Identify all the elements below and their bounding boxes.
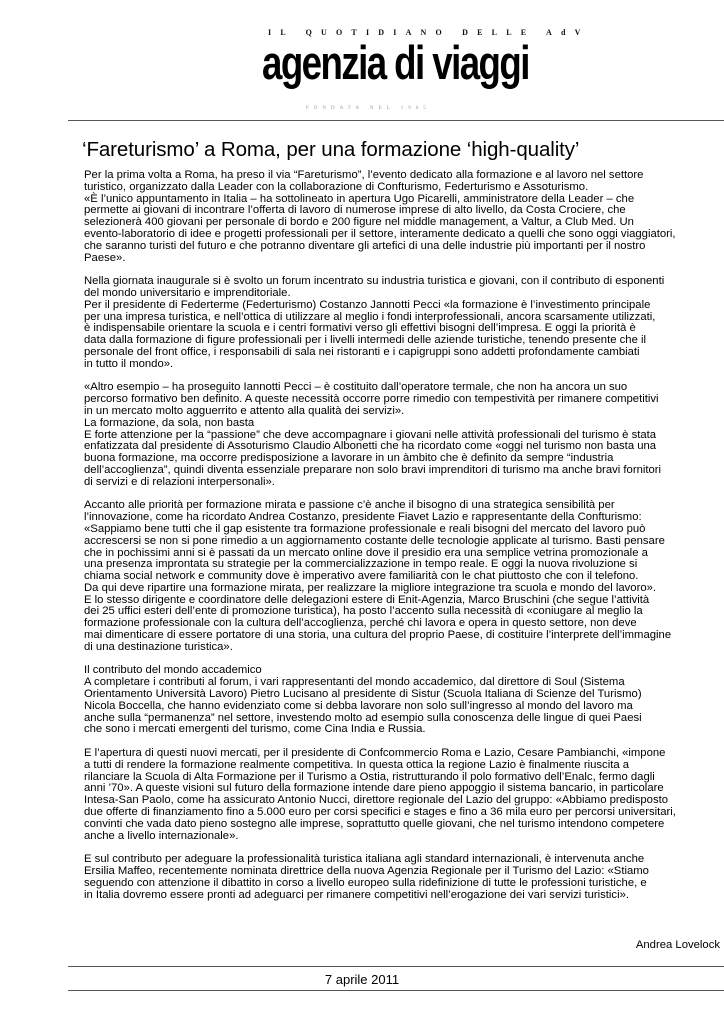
article-line: a tutti di rendere la formazione realmente competitiva. In questa ottica la regione Lazio è finalmente riuscita a (84, 758, 630, 771)
article-line: Accanto alle priorità per formazione mirata e passione c’è anche il bisogno di una strategica sensibilità per (84, 499, 615, 512)
article-line: anche sulla “permanenza” nel settore, investendo molto ad esempio sulla conoscenza delle lingue di quei Paesi (84, 711, 642, 724)
article-line: due offerte di finanziamento fino a 5.000 euro per corsi specifici e stages e fino a 36 mila euro per percorsi universitari, (84, 806, 676, 819)
article-line: l’innovazione, come ha ricordato Andrea Costanzo, presidente Fiavet Lazio e rappresentante della Confturismo: (84, 511, 642, 524)
article-line: Orientamento Università Lavoro) Pietro Lucisano al presidente di Sistur (Scuola Italiana di Scienze del Turismo) (84, 688, 642, 701)
article-line: Ersilia Maffeo, recentemente nominata direttrice della nuova Agenzia Regionale per il Turismo del Lazio: «Stiamo (84, 865, 649, 878)
article-line: formazione professionale con la cultura dell’accoglienza, perché chi lavora e opera in questo settore, non deve (84, 617, 637, 630)
masthead-founded: FONDATA NEL 1965 (306, 106, 431, 111)
article-line: dell’accoglienza”, quindi diventa essenziale preparare non solo bravi imprenditori di turismo ma anche bravi fornitori (84, 463, 662, 476)
article-line: Nicola Boccella, che hanno evidenziato come si debba lavorare non solo sull’ingresso al mondo del lavoro ma (84, 699, 633, 712)
article-line: anche a livello internazionale». (84, 829, 239, 842)
article-line: E forte attenzione per la “passione” che deve accompagnare i giovani nelle attività professionali del turismo è stata (84, 428, 657, 441)
article-line: turistico, organizzato dalla Leader con la collaborazione di Confturismo, Federturismo e Assoturismo. (84, 180, 589, 193)
article-line: La formazione, da sola, non basta (84, 416, 255, 429)
article-line: E sul contributo per adeguare la professionalità turistica italiana agli standard internazionali, è intervenuta anche (84, 853, 645, 866)
publication-date: 7 aprile 2011 (324, 972, 400, 987)
article-line: Nella giornata inaugurale si è svolto un forum incentrato su industria turistica e giovani, con il contributo di esponenti (84, 275, 665, 288)
article-line: mai dimenticare di essere portatore di una storia, una cultura del proprio Paese, di costituire l’interprete dell’immagine (84, 629, 672, 642)
article-line: Paese». (84, 251, 126, 264)
article-line: in tutto il mondo». (84, 357, 174, 370)
article-line: E l’apertura di questi nuovi mercati, per il presidente di Confcommercio Roma e Lazio, Cesare Pambianchi, «impone (84, 747, 666, 760)
article-line: A completare i contributi al forum, i vari rappresentanti del mondo accademico, dal direttore di Soul (Sistema (84, 676, 625, 689)
article-line: seguendo con attenzione il dibattito in corso a livello europeo sulla ridefinizione di tutte le professioni turistiche, e (84, 876, 647, 889)
header-divider (68, 120, 724, 121)
article-line: chiama social network e community dove è imperativo avere familiarità con le chat piuttosto che con il telefono. (84, 570, 639, 583)
article-line: anni ’70». A queste visioni sul futuro della formazione intende dare pieno appoggio il sistema bancario, in particolare (84, 782, 664, 795)
article-line: E lo stesso dirigente e coordinatore delle delegazioni estere di Enit-Agenzia, Marco Bruschini (che segue l’attività (84, 593, 650, 606)
article-line: enfatizzata dal presidente di Assoturismo Claudio Albonetti che ha ricordato come «oggi nel turismo non basta una (84, 440, 657, 453)
masthead-tagline: IL QUOTIDIANO DELLE AdV (268, 28, 590, 37)
footer-divider-top (68, 966, 724, 967)
article-line: dei 25 uffici esteri dell’ente di promozione turistica), ha posto l’accento sulla necessità di «coniugare al meglio la (84, 605, 643, 618)
article-line: permette ai giovani di incontrare l’offerta di lavoro di numerose imprese di alto livello, da Costa Crociere, che (84, 204, 626, 217)
article-line: in un mercato molto agguerrito e attento alla qualità dei servizi». (84, 404, 405, 417)
article-line: selezionerà 400 giovani per personale di bordo e 200 figure nel middle management, a Valtur, a Club Med. Un (84, 216, 634, 229)
masthead (240, 22, 590, 111)
article-line: in Italia dovremo essere pronti ad adeguarci per rimanere competitivi nell’erogazione dei vari servizi turistici». (84, 888, 630, 901)
article-line: Da qui deve ripartire una formazione mirata, per realizzare la migliore integrazione tra scuola e mondo del lavoro». (84, 581, 657, 594)
article-line: che in pochissimi anni si è passati da un mercato online dove il presidio era una semplice vetrina promozionale a (84, 546, 648, 559)
article-line: «Sappiamo bene tutti che il gap esistente tra formazione professionale e reali bisogni del mercato del lavoro può (84, 522, 646, 535)
article-line: evento-laboratorio di idee e progetti professionali per il settore, interamente dedicato a quelli che sono oggi viaggiatori, (84, 227, 676, 240)
article-line: «Altro esempio – ha proseguito Iannotti Pecci – è costituito dall’operatore termale, che non ha ancora un suo (84, 381, 628, 394)
article-line: Il contributo del mondo accademico (84, 664, 262, 677)
article-line: Per il presidente di Federterme (Federturismo) Costanzo Jannotti Pecci «la formazione è l’investimento principale (84, 298, 651, 311)
article-line: data dalla formazione di figure professionali per i livelli intermedi delle aziende turistiche, tenendo presente che il (84, 334, 647, 347)
article-line: rilanciare la Scuola di Alta Formazione per il Turismo a Ostia, ristrutturando il polo formativo dell’Enalc, fermo dagli (84, 770, 655, 783)
article-line: una presenza improntata su strategie per la commercializzazione in tempo reale. E oggi la nuova rivoluzione si (84, 558, 638, 571)
article-line: buona formazione, ma occorre predisposizione a lavorare in un àmbito che è definito da sempre “industria (84, 452, 614, 465)
article-line: convinti che vada dato pieno sostegno alle imprese, soprattutto quelle giovani, che nel turismo intendono competere (84, 817, 665, 830)
article-line: di servizi e di relazioni interpersonali». (84, 475, 275, 488)
article-line: è indispensabile orientare la scuola e i centri formativi verso gli effettivi bisogni dell’impresa. E oggi la priorità è (84, 322, 636, 335)
article-line: percorso formativo ben definito. A queste necessità occorre porre rimedio con tempestività per rimanere competitivi (84, 393, 659, 406)
article-line: che sono i mercati emergenti del turismo, come Cina India e Russia. (84, 723, 426, 736)
article-line: Intesa-San Paolo, come ha assicurato Antonio Nucci, direttore regionale del Lazio del gruppo: «Abbiamo predisposto (84, 794, 669, 807)
masthead-logo: agenzia di viaggi (262, 36, 529, 89)
article-line: che saranno turisti del futuro e che potranno diventare gli artefici di una delle industrie più importanti per il nostro (84, 239, 646, 252)
article-body (84, 170, 724, 901)
article-line: del mondo universitario e imprenditoriale. (84, 286, 291, 299)
footer-divider-bottom (68, 990, 724, 991)
article-line: personale del front office, i responsabili di sala nei ristoranti e i capigruppi sono addetti profondamente cambiati (84, 345, 640, 358)
article-title: ‘Fareturismo’ a Roma, per una formazione ‘high-quality’ (82, 138, 580, 161)
article-line: «È l’unico appuntamento in Italia – ha sottolineato in apertura Ugo Picarelli, amministratore della Leader – che (84, 192, 635, 205)
article-line: accrescersi se non si pone rimedio a un aggiornamento costante delle tecnologie applicate al turismo. Basti pensare (84, 534, 665, 547)
article-line: Per la prima volta a Roma, ha preso il via “Fareturismo”, l’evento dedicato alla formazione e al lavoro nel settore (84, 169, 644, 181)
article-line: di una destinazione turistica». (84, 640, 233, 653)
article-line: per una impresa turistica, e nell’ottica di utilizzare al meglio i fondi interprofessionali, ancora scarsamente utilizzati, (84, 310, 656, 323)
article-author: Andrea Lovelock (635, 939, 720, 951)
